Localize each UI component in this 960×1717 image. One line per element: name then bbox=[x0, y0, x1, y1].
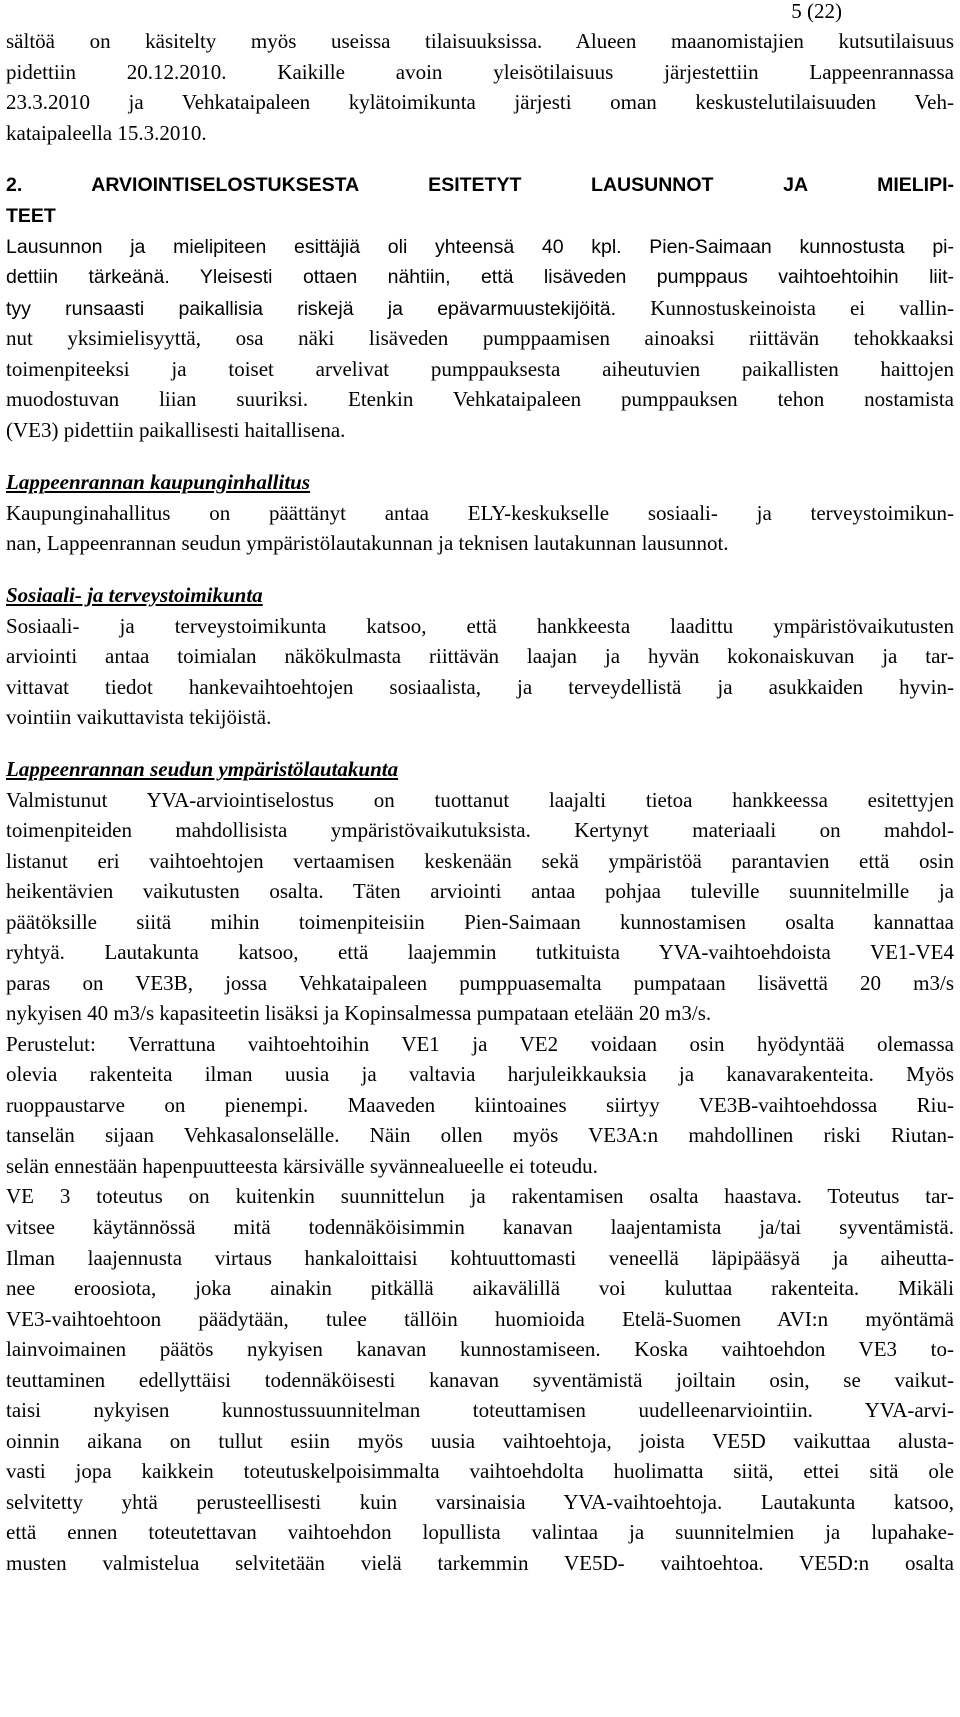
text-line: (VE3) pidettiin paikallisesti haitallisena. bbox=[6, 418, 346, 442]
text-line: nut yksimielisyyttä, osa näki lisäveden pumppaamisen ainoaksi riittävän tehokkaaksi bbox=[6, 326, 954, 350]
text-line: VE 3 toteutus on kuitenkin suunnittelun ja rakentamisen osalta haastava. Toteutus tar- bbox=[6, 1184, 954, 1208]
text-line: selän ennestään hapenpuutteesta kärsivälle syvännealueelle ei toteudu. bbox=[6, 1154, 598, 1178]
text-line: Lappeenrannan seudun ympäristölautakunta bbox=[6, 757, 399, 781]
text-line: sältöä on käsitelty myös useissa tilaisuuksissa. Alueen maanomistajien kutsutilaisuus bbox=[6, 29, 954, 53]
text-line: muodostuvan liian suuriksi. Etenkin Vehkataipaleen pumppauksen tehon nostamista bbox=[6, 387, 954, 411]
text-line: Perustelut: Verrattuna vaihtoehtoihin VE1 ja VE2 voidaan osin hyödyntää olemassa bbox=[6, 1032, 954, 1056]
text-line: Valmistunut YVA-arviointiselostus on tuottanut laajalti tietoa hankkeessa esitettyjen bbox=[6, 788, 954, 812]
text-line: nee eroosiota, joka ainakin pitkällä aikavälillä voi kuluttaa rakenteita. Mikäli bbox=[6, 1276, 954, 1300]
text-line: toimenpiteiden mahdollisista ympäristövaikutuksista. Kertynyt materiaali on mahdol- bbox=[6, 818, 954, 842]
text-line: olevia rakenteita ilman uusia ja valtavia harjuleikkauksia ja kanavarakenteita. Myös bbox=[6, 1062, 954, 1086]
text-line: kataipaleella 15.3.2010. bbox=[6, 121, 207, 145]
text-line: Sosiaali- ja terveystoimikunta bbox=[6, 583, 263, 607]
text-line: arviointi antaa toimialan näkökulmasta riittävän laajan ja hyvän kokonaiskuvan ja tar- bbox=[6, 644, 954, 668]
text-line: Sosiaali- ja terveystoimikunta katsoo, että hankkeesta laadittu ympäristövaikutusten bbox=[6, 614, 954, 638]
text-line: tanselän sijaan Vehkasalonselälle. Näin ollen myös VE3A:n mahdollinen riski Riutan- bbox=[6, 1123, 954, 1147]
text-line: ruoppaustarve on pienempi. Maaveden kiintoaines siirtyy VE3B-vaihtoehdossa Riu- bbox=[6, 1093, 954, 1117]
text-line: nykyisen 40 m3/s kapasiteetin lisäksi ja Kopinsalmessa pumpataan etelään 20 m3/s. bbox=[6, 1001, 712, 1025]
text-line: vittavat tiedot hankevaihtoehtojen sosiaalista, ja terveydellistä ja asukkaiden hyvin- bbox=[6, 675, 954, 699]
text-line: Lappeenrannan kaupunginhallitus bbox=[6, 470, 311, 494]
text-line bbox=[6, 293, 954, 324]
text-line: vasti jopa kaikkein toteutuskelpoisimmalta vaihtoehdolta huolimatta siitä, ettei sitä ole bbox=[6, 1459, 954, 1483]
text-line: heikentävien vaikutusten osalta. Täten arviointi antaa pohjaa tuleville suunnitelmille ja bbox=[6, 879, 954, 903]
text-line: 23.3.2010 ja Vehkataipaleen kylätoimikunta järjesti oman keskustelutilaisuuden Veh- bbox=[6, 90, 954, 114]
text-line: VE3-vaihtoehtoon päädytään, tulee tällöin huomioida Etelä-Suomen AVI:n myöntämä bbox=[6, 1307, 954, 1331]
text-line: nan, Lappeenrannan seudun ympäristölautakunnan ja teknisen lautakunnan lausunnot. bbox=[6, 531, 729, 555]
text-line: ryhtyä. Lautakunta katsoo, että laajemmin tutkituista YVA-vaihtoehdoista VE1-VE4 bbox=[6, 940, 954, 964]
text-line: taisi nykyisen kunnostussuunnitelman toteuttamisen uudelleenarviointiin. YVA-arvi- bbox=[6, 1398, 954, 1422]
text-line: paras on VE3B, jossa Vehkataipaleen pumppuasemalta pumpataan lisävettä 20 m3/s bbox=[6, 971, 954, 995]
text-line: että ennen toteutettavan vaihtoehdon lopullista valintaa ja suunnitelmien ja lupahake- bbox=[6, 1520, 954, 1544]
text-line: Ilman laajennusta virtaus hankaloittaisi kohtuuttomasti veneellä läpipääsyä ja aiheutta- bbox=[6, 1246, 954, 1270]
text-line: musten valmistelua selvitetään vielä tarkemmin VE5D- vaihtoehtoa. VE5D:n osalta bbox=[6, 1551, 954, 1575]
text-line: lainvoimainen päätös nykyisen kanavan kunnostamiseen. Koska vaihtoehdon VE3 to- bbox=[6, 1337, 954, 1361]
text-line: listanut eri vaihtoehtojen vertaamisen keskenään sekä ympäristöä parantavien että osin bbox=[6, 849, 954, 873]
text-line: teuttaminen edellyttäisi todennäköisesti kanavan syventämistä joiltain osin, se vaikut- bbox=[6, 1368, 954, 1392]
text-line: vitsee käytännössä mitä todennäköisimmin kanavan laajentamista ja/tai syventämistä. bbox=[6, 1215, 954, 1239]
page-number: 5 (22) bbox=[791, 0, 842, 23]
text-line: pidettiin 20.12.2010. Kaikille avoin yleisötilaisuus järjestettiin Lappeenrannassa bbox=[6, 60, 954, 84]
text-line: Kaupunginahallitus on päättänyt antaa ELY-keskukselle sosiaali- ja terveystoimikun- bbox=[6, 501, 954, 525]
text-span: Kunnostuskeinoista ei vallin- bbox=[650, 296, 954, 320]
text-line: vointiin vaikuttavista tekijöistä. bbox=[6, 705, 272, 729]
text-line: Lausunnon ja mielipiteen esittäjiä oli yhteensä 40 kpl. Pien-Saimaan kunnostusta pi- bbox=[6, 236, 954, 258]
text-line: TEET bbox=[6, 205, 56, 227]
text-line: toimenpiteeksi ja toiset arvelivat pumppauksesta aiheutuvien paikallisten haittojen bbox=[6, 357, 954, 381]
text-line: oinnin aikana on tullut esiin myös uusia vaihtoehtoja, joista VE5D vaikuttaa alusta- bbox=[6, 1429, 954, 1453]
text-line: päätöksille siitä mihin toimenpiteisiin Pien-Saimaan kunnostamisen osalta kannattaa bbox=[6, 910, 954, 934]
text-line: dettiin tärkeänä. Yleisesti ottaen nähtiin, että lisäveden pumppaus vaihtoehtoihin liit- bbox=[6, 266, 954, 288]
text-line: selvitetty yhtä perusteellisesti kuin varsinaisia YVA-vaihtoehtoja. Lautakunta katsoo, bbox=[6, 1490, 954, 1514]
text-span: tyy runsaasti paikallisia riskejä ja epävarmuustekijöitä. bbox=[6, 298, 651, 320]
text-line: 2. ARVIOINTISELOSTUKSESTA ESITETYT LAUSUNNOT JA MIELIPI- bbox=[6, 174, 954, 196]
